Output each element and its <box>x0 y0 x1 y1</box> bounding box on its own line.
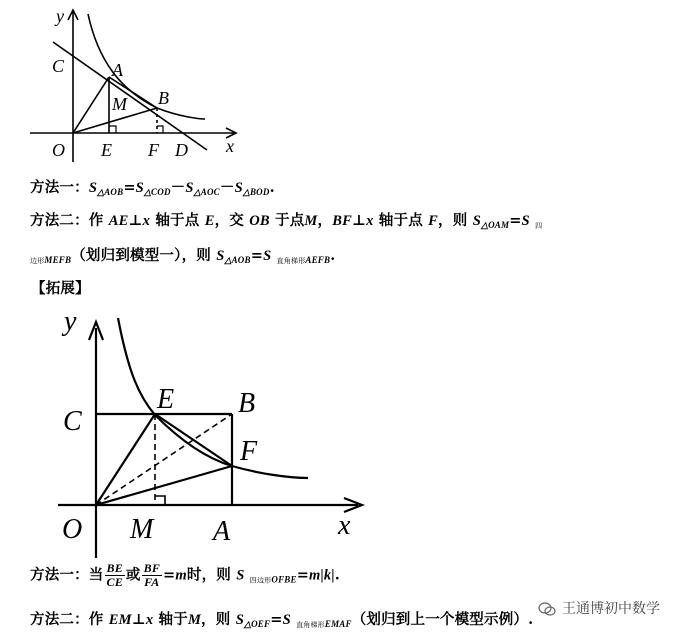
method-2-line-1: 方法二：作 AE⊥x 轴于点 E，交 OB 于点M，BF⊥x 轴于点 F，则 $S_{\triangle OAM}=S$ $_四$ <box>30 212 543 230</box>
fig1-label-D: D <box>175 140 188 160</box>
fig2-label-F: F <box>240 436 258 467</box>
fig1-label-M: M <box>112 94 127 114</box>
fig2-label-x: x <box>338 510 351 541</box>
fig2-label-C: C <box>63 406 82 437</box>
method-1-area-formula: 方法一：$S_{\triangle AOB}=S_{\triangle COD}-S_{\triangle AOC}-S_{\triangle BOD}$. <box>30 179 275 197</box>
watermark-text: 王通博初中数学 <box>562 601 660 617</box>
fraction-bf-fa: $\frac{BF}{FA}$ <box>143 561 161 589</box>
fig1-label-O: O <box>52 140 65 160</box>
fig2-label-O: O <box>62 514 83 545</box>
fig2-label-y: y <box>64 306 77 337</box>
fig1-label-y: y <box>56 6 64 26</box>
fig1-label-C: C <box>52 56 65 76</box>
figure-1 <box>0 0 260 170</box>
method-2-extension: 方法二：作 EM⊥x 轴于M，则 $S_{\triangle OEF}=S$ $_{直角梯形EMAF}$（划归到上一个模型示例）. <box>30 611 534 629</box>
figure-2 <box>0 300 380 560</box>
fig1-label-E: E <box>101 140 112 160</box>
fig2-label-A: A <box>213 516 231 547</box>
watermark <box>538 598 660 618</box>
fig1-label-A: A <box>112 60 123 80</box>
section-title-extension: 【拓展】 <box>31 280 90 297</box>
wechat-icon <box>538 602 556 616</box>
fig1-label-F: F <box>148 140 159 160</box>
fig2-label-M: M <box>130 514 154 545</box>
fig2-label-B: B <box>238 388 256 419</box>
fig2-label-E: E <box>157 384 175 415</box>
fig1-label-x: x <box>226 136 234 156</box>
fig1-label-B: B <box>158 88 169 108</box>
method-2-line-2: $_{边形MEFB}$（划归到模型一），则 $S_{\triangle AOB}=S$ $_{直角梯形AEFB}$. <box>30 247 336 265</box>
fraction-be-ce: $\frac{BE}{CE}$ <box>106 561 123 589</box>
method-1-extension: 方法一：当 $\frac{BE}{CE}$ 或 $\frac{BF}{FA}$ =m时，则 S $_{四边形OFBE}$=m|k|. <box>30 561 341 589</box>
